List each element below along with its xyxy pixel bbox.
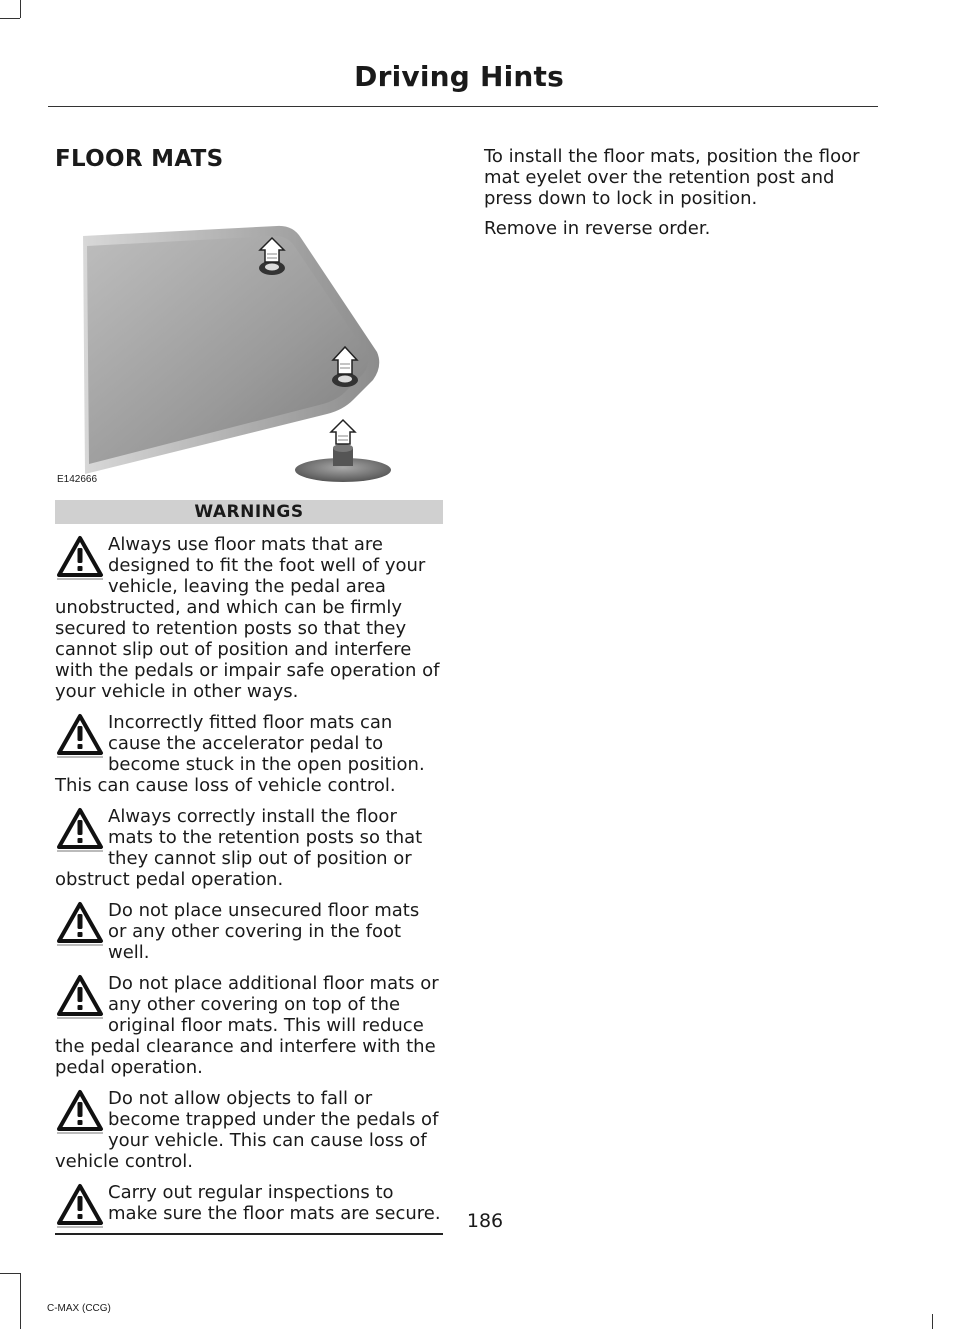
warnings-end-rule [55,1233,443,1235]
crop-mark [20,0,21,18]
warning-item [55,712,443,796]
warning-triangle-icon [55,1087,105,1135]
remove-instructions: Remove in reverse order. [484,218,711,239]
warning-text: Do not place additional floor mats or any other covering on top of the original floor mats. This will reduce the pedal clearance and interfere with the pedal operation. [55,973,439,1078]
model-code: C-MAX (CCG) [47,1303,111,1314]
left-column [55,146,443,1235]
warning-text: Always use floor mats that are designed to fit the foot well of your vehicle, leaving the pedal area unobstructed, and which can be firmly secured to retention posts so that they cannot slip out of position and interfere with the pedals or impair safe operation of your vehicle in other ways. [55,534,440,702]
crop-mark [932,1314,933,1329]
header-divider [48,106,878,107]
warning-text: Do not allow objects to fall or become trapped under the pedals of your vehicle. This can cause loss of vehicle control. [55,1088,439,1172]
section-title: FLOOR MATS [55,146,224,172]
page-title: Driving Hints [354,60,564,93]
warning-item [55,973,443,1078]
warning-triangle-icon [55,899,105,947]
warning-text: Do not place unsecured floor mats or any other covering in the foot well. [108,900,420,963]
warning-item [55,806,443,890]
warning-item [55,534,443,702]
floor-mat-illustration [55,184,443,484]
warning-triangle-icon [55,711,105,759]
warning-text: Carry out regular inspections to make sure the floor mats are secure. [108,1182,441,1224]
crop-mark [0,18,20,19]
warning-text: Always correctly install the floor mats to the retention posts so that they cannot slip out of position or obstruct pedal operation. [55,806,423,890]
floor-mat-drawing [55,184,443,484]
crop-mark [20,1273,21,1329]
warning-item [55,900,443,963]
figure-id: E142666 [57,474,98,485]
right-column [484,146,879,248]
warning-triangle-icon [55,533,105,581]
warning-text: Incorrectly fitted floor mats can cause the accelerator pedal to become stuck in the open position. This can cause loss of vehicle control. [55,712,425,796]
warnings-header: WARNINGS [55,500,443,524]
page-number: 186 [466,1210,504,1232]
install-instructions: To install the floor mats, position the floor mat eyelet over the retention post and press down to lock in position. [484,146,860,209]
warning-item [55,1088,443,1172]
crop-mark [0,1273,20,1274]
warning-triangle-icon [55,972,105,1020]
warning-triangle-icon [55,805,105,853]
